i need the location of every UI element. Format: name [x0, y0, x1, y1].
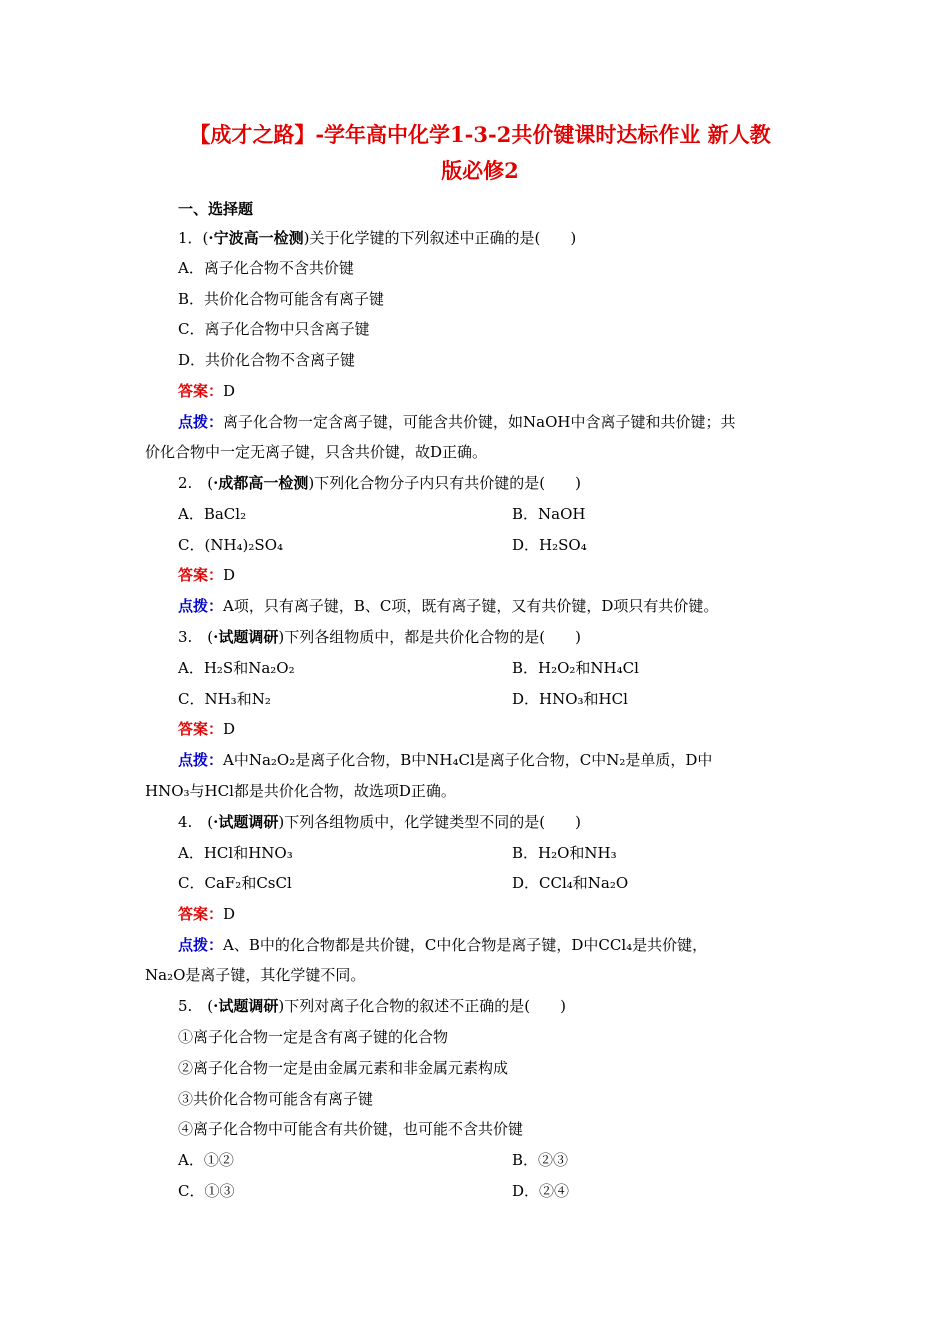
- q5-statement-4: ④离子化合物中可能含有共价键，也可能不含共价键: [178, 1120, 524, 1138]
- q5-option-a: A．①②: [178, 1151, 234, 1169]
- q4-number: 4. (: [178, 813, 214, 831]
- q3-stem: [178, 626, 581, 647]
- q2-option-d: D．H₂SO₄: [512, 536, 587, 554]
- q5-statement-1: ①离子化合物一定是含有离子键的化合物: [178, 1028, 449, 1046]
- q1-tip-line-2: 价化合物中一定无离子键，只含共价键，故D正确。: [145, 443, 488, 461]
- answer-value: D: [223, 382, 236, 400]
- q2-source: ·成都高一检测: [213, 474, 309, 492]
- answer-label: 答案：: [178, 905, 224, 923]
- q5-statement-2: ②离子化合物一定是由金属元素和非金属元素构成: [178, 1059, 509, 1077]
- q4-source: ·试题调研: [213, 813, 279, 831]
- answer-value: D: [223, 720, 236, 738]
- answer-value: D: [223, 905, 236, 923]
- q1-option-c: C．离子化合物中只含离子键: [178, 320, 370, 338]
- q2-option-b: B．NaOH: [512, 505, 586, 523]
- q1-option-d: D．共价化合物不含离子键: [178, 351, 356, 369]
- q4-option-c: C．CaF₂和CsCl: [178, 874, 292, 892]
- tip-text: A、B中的化合物都是共价键，C中化合物是离子键，D中CCl₄是共价键，: [223, 936, 708, 954]
- tip-label: 点拨：: [178, 936, 224, 954]
- q3-tip-line-1: [178, 749, 712, 770]
- q3-text: )下列各组物质中，都是共价化合物的是( ): [278, 628, 581, 646]
- tip-text: A项，只有离子键，B、C项，既有离子键，又有共价键，D项只有共价键。: [223, 597, 719, 615]
- q1-answer: [178, 380, 235, 401]
- q3-source: ·试题调研: [213, 628, 279, 646]
- q1-source: ·宁波高一检测: [208, 229, 304, 247]
- tip-text: 离子化合物一定含离子键，可能含共价键，如NaOH中含离子键和共价键；共: [223, 413, 736, 431]
- q4-answer: [178, 903, 235, 924]
- q1-tip-line-1: [178, 411, 735, 432]
- q3-number: 3. (: [178, 628, 214, 646]
- q2-text: )下列化合物分子内只有共价键的是( ): [308, 474, 581, 492]
- tip-label: 点拨：: [178, 597, 224, 615]
- answer-value: D: [223, 566, 236, 584]
- q4-tip-line-2: Na₂O是离子键，其化学键不同。: [145, 966, 366, 984]
- tip-label: 点拨：: [178, 751, 224, 769]
- q4-tip-line-1: [178, 934, 707, 955]
- tip-text: A中Na₂O₂是离子化合物，B中NH₄Cl是离子化合物，C中N₂是单质，D中: [223, 751, 713, 769]
- q4-option-a: A．HCl和HNO₃: [178, 844, 293, 862]
- q2-option-c: C．(NH₄)₂SO₄: [178, 536, 284, 554]
- q5-statement-3: ③共价化合物可能含有离子键: [178, 1090, 374, 1108]
- q2-option-a: A．BaCl₂: [178, 505, 247, 523]
- q2-stem: [178, 472, 581, 493]
- q2-tip-line-1: [178, 595, 718, 616]
- q2-answer: [178, 564, 235, 585]
- q4-option-b: B．H₂O和NH₃: [512, 844, 617, 862]
- q1-option-b: B．共价化合物可能含有离子键: [178, 290, 385, 308]
- answer-label: 答案：: [178, 566, 224, 584]
- answer-label: 答案：: [178, 720, 224, 738]
- q1-option-a: A．离子化合物不含共价键: [178, 259, 354, 277]
- title-line-2: 版必修2: [441, 158, 519, 183]
- q2-number: 2. (: [178, 474, 214, 492]
- tip-label: 点拨：: [178, 413, 224, 431]
- q5-option-c: C．①③: [178, 1182, 235, 1200]
- q3-option-c: C．NH₃和N₂: [178, 690, 271, 708]
- q5-option-b: B．②③: [512, 1151, 569, 1169]
- q5-option-d: D．②④: [512, 1182, 570, 1200]
- section-heading: 一、选择题: [178, 200, 254, 218]
- q3-tip-line-2: HNO₃与HCl都是共价化合物，故选项D正确。: [145, 782, 456, 800]
- q3-option-a: A．H₂S和Na₂O₂: [178, 659, 295, 677]
- q3-option-d: D．HNO₃和HCl: [512, 690, 628, 708]
- q5-source: ·试题调研: [213, 997, 279, 1015]
- q3-option-b: B．H₂O₂和NH₄Cl: [512, 659, 639, 677]
- answer-label: 答案：: [178, 382, 224, 400]
- title-line-1: 【成才之路】-学年高中化学1-3-2共价键课时达标作业 新人教: [189, 122, 771, 147]
- q5-text: )下列对离子化合物的叙述不正确的是( ): [278, 997, 566, 1015]
- q1-text: )关于化学键的下列叙述中正确的是( ): [303, 229, 577, 247]
- q1-number: 1．(: [178, 229, 209, 247]
- q5-stem: [178, 995, 566, 1016]
- q5-number: 5. (: [178, 997, 214, 1015]
- q1-stem: [178, 227, 576, 248]
- q4-option-d: D．CCl₄和Na₂O: [512, 874, 629, 892]
- document-title: [140, 117, 820, 189]
- q4-text: )下列各组物质中，化学键类型不同的是( ): [278, 813, 581, 831]
- q3-answer: [178, 718, 235, 739]
- q4-stem: [178, 811, 581, 832]
